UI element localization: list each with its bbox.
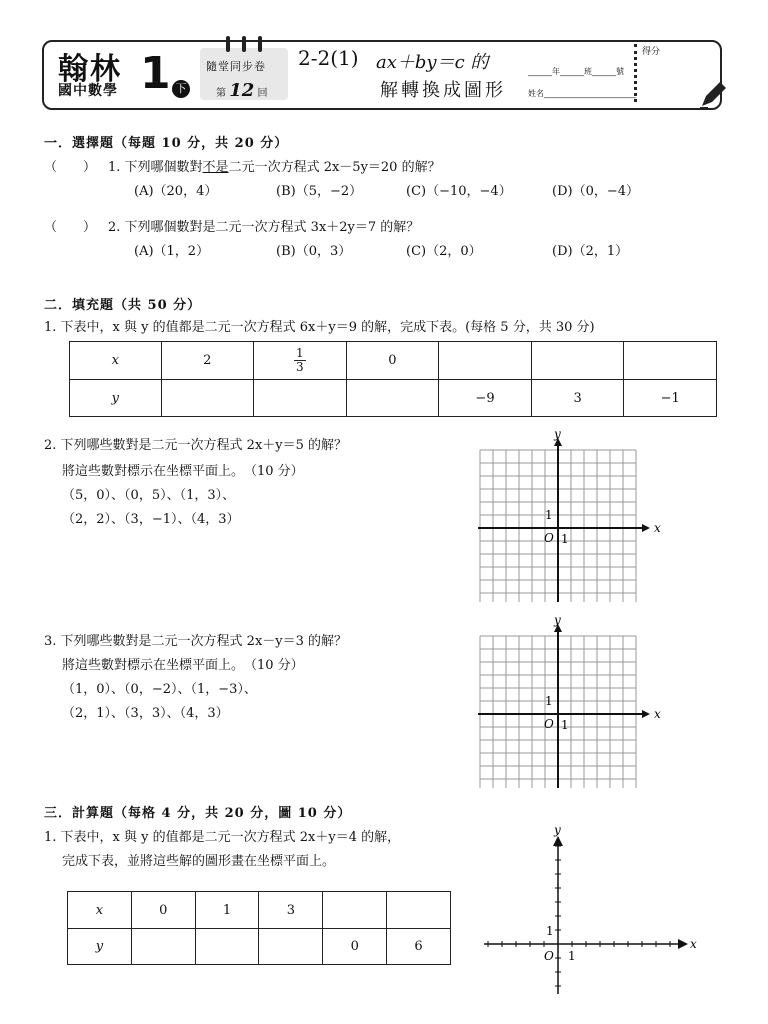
q2-answer-paren[interactable]: （ ） <box>44 220 97 235</box>
table-answer-cell[interactable] <box>346 380 439 417</box>
score-divider <box>634 44 637 102</box>
section-code: 2-2(1) <box>298 46 359 70</box>
part2-q2-pairs-1: （5，0）、（0，5）、（1，3）、 <box>62 488 236 503</box>
table-cell: 0 <box>323 929 387 965</box>
coordinate-grid-q2[interactable] <box>476 428 672 602</box>
pencil-icon <box>698 80 728 110</box>
table-cell: 6 <box>387 929 451 965</box>
q1-text-c: 二元一次方程式 2x－5y＝20 的解？ <box>228 160 441 175</box>
grade-number: 1 <box>140 48 171 99</box>
y-axis-label: y <box>554 428 561 441</box>
y-unit-label: 1 <box>545 508 553 522</box>
table-row-x <box>70 342 717 380</box>
x-axis-label: x <box>654 521 661 535</box>
part2-q2-line2: 將這些數對標示在坐標平面上。 （10 分） <box>62 464 304 479</box>
round-prefix: 第 <box>216 88 226 99</box>
table-cell: −9 <box>439 380 532 417</box>
term-badge: 下 <box>172 80 190 98</box>
subject-label: 國中數學 <box>58 83 118 99</box>
origin-label: O <box>544 949 554 963</box>
origin-label: O <box>544 531 554 545</box>
table-cell: 1 <box>195 892 259 929</box>
table-answer-cell[interactable] <box>254 380 347 417</box>
q1-option-a[interactable]: (A)（20，4） <box>134 184 218 199</box>
part1-title: 一．選擇題（每題 10 分，共 20 分） <box>44 136 289 151</box>
q1-text-not: 不是 <box>202 160 229 175</box>
origin-label: O <box>544 717 554 731</box>
fraction-numerator: 1 <box>296 346 304 360</box>
part2-q1-text: 1. 下表中，x 與 y 的值都是二元一次方程式 6x＋y＝9 的解，完成下表。(每格 5 分，共 30 分) <box>44 320 595 335</box>
table-answer-cell[interactable] <box>624 342 717 380</box>
table-cell: 3 <box>531 380 624 417</box>
table-header-y: y <box>68 929 132 965</box>
topic-line-1: ax＋by＝c 的 <box>376 52 489 73</box>
fraction-one-third <box>294 347 306 374</box>
q2-option-a[interactable]: (A)（1，2） <box>134 244 210 259</box>
coordinate-grid-q3[interactable] <box>476 614 672 788</box>
q1-text-a: 1. 下列哪個數對 <box>108 160 203 175</box>
y-unit-label: 1 <box>545 694 553 708</box>
table-header-y: y <box>70 380 162 417</box>
part2-q2-line1: 2. 下列哪些數對是二元一次方程式 2x＋y＝5 的解？ <box>44 438 348 453</box>
table-answer-cell[interactable] <box>131 929 195 965</box>
coordinate-axes-part3[interactable] <box>478 822 700 998</box>
round-label <box>216 80 267 101</box>
brand-logo: 翰林 <box>58 52 122 87</box>
y-unit-label: 1 <box>546 924 554 938</box>
part2-q3-line1: 3. 下列哪些數對是二元一次方程式 2x－y＝3 的解？ <box>44 634 348 649</box>
q1-option-d[interactable]: (D)（0，−4） <box>552 184 640 199</box>
table-row-y <box>68 929 451 965</box>
part3-title: 三．計算題（每格 4 分，共 20 分，圖 10 分） <box>44 806 352 821</box>
class-info: ______年______班______號 <box>528 67 624 76</box>
table-answer-cell[interactable] <box>531 342 624 380</box>
table-answer-cell[interactable] <box>161 380 254 417</box>
table-cell: 0 <box>346 342 439 380</box>
part3-table <box>67 891 451 965</box>
binder-rings-icon <box>226 36 274 56</box>
name-label: 姓名 <box>528 89 544 98</box>
table-answer-cell[interactable] <box>323 892 387 929</box>
part2-q3-line2: 將這些數對標示在坐標平面上。 （10 分） <box>62 658 304 673</box>
y-axis-label: y <box>554 823 561 837</box>
q2-option-d[interactable]: (D)（2，1） <box>552 244 629 259</box>
class-label: 班 <box>584 67 592 76</box>
score-label: 得分 <box>642 47 661 57</box>
x-unit-label: 1 <box>561 718 569 732</box>
table-answer-cell[interactable] <box>387 892 451 929</box>
part2-title: 二．填充題（共 50 分） <box>44 298 202 313</box>
table-header-x: x <box>70 342 162 380</box>
name-field[interactable]: 姓名_______________________ <box>528 89 636 98</box>
fraction-denominator: 3 <box>296 360 304 374</box>
year-label: 年 <box>552 67 560 76</box>
part2-q3-pairs-2: （2，1）、（3，3）、（4，3） <box>62 706 229 721</box>
topic-line-2: 解轉換成圖形 <box>380 80 506 101</box>
table-answer-cell[interactable] <box>195 929 259 965</box>
part2-table <box>69 341 717 417</box>
table-cell: 2 <box>161 342 254 380</box>
x-axis-label: x <box>690 937 697 951</box>
x-axis-arrow-icon <box>678 939 688 949</box>
worksheet-type-label: 隨堂同步卷 <box>206 60 266 73</box>
q2-option-b[interactable]: (B)（0，3） <box>276 244 352 259</box>
table-cell-fraction <box>254 342 347 380</box>
table-cell: −1 <box>624 380 717 417</box>
table-row-x <box>68 892 451 929</box>
x-axis-arrow-icon <box>642 524 650 532</box>
part3-q1-line2: 完成下表，並將這些解的圖形畫在坐標平面上。 <box>62 854 336 869</box>
q1-option-c[interactable]: (C)（−10，−4） <box>406 184 512 199</box>
y-axis-label: y <box>554 614 561 627</box>
q2-option-c[interactable]: (C)（2，0） <box>406 244 482 259</box>
q1-answer-paren[interactable]: （ ） <box>44 160 97 175</box>
x-unit-label: 1 <box>561 532 569 546</box>
table-cell: 3 <box>259 892 323 929</box>
part3-q1-line1: 1. 下表中，x 與 y 的值都是二元一次方程式 2x＋y＝4 的解， <box>44 830 401 845</box>
part2-q3-pairs-1: （1，0）、（0，−2）、（1，−3）、 <box>62 682 257 697</box>
table-answer-cell[interactable] <box>259 929 323 965</box>
x-axis-arrow-icon <box>642 710 650 718</box>
table-row-y <box>70 380 717 417</box>
part2-q2-pairs-2: （2，2）、（3，−1）、（4，3） <box>62 512 240 527</box>
q1-text <box>108 156 441 175</box>
x-axis-label: x <box>654 707 661 721</box>
q1-option-b[interactable]: (B)（5，−2） <box>276 184 363 199</box>
table-answer-cell[interactable] <box>439 342 532 380</box>
x-unit-label: 1 <box>568 949 576 963</box>
round-suffix: 回 <box>257 88 268 99</box>
round-number: 12 <box>229 80 255 101</box>
q2-text: 2. 下列哪個數對是二元一次方程式 3x＋2y＝7 的解？ <box>108 220 420 235</box>
table-header-x: x <box>68 892 132 929</box>
table-cell: 0 <box>131 892 195 929</box>
y-axis-arrow-icon <box>553 836 563 846</box>
number-label: 號 <box>616 67 624 76</box>
